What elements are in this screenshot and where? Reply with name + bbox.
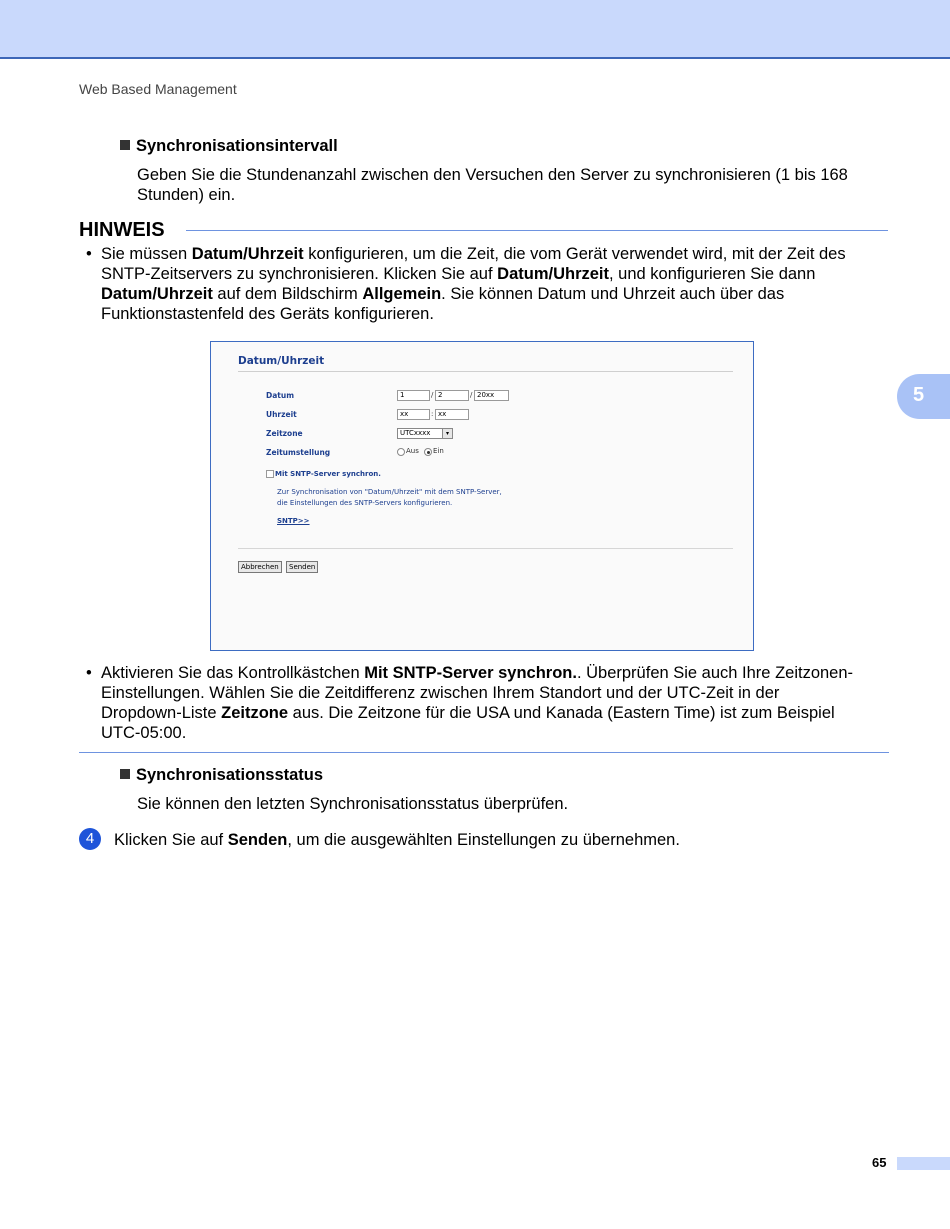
- time-separator: :: [431, 410, 434, 418]
- step-number-icon: 4: [79, 828, 101, 850]
- sntp-link[interactable]: SNTP>>: [277, 517, 310, 525]
- bullet-icon: •: [86, 664, 92, 682]
- sync-status-heading-text: Synchronisationsstatus: [136, 766, 324, 784]
- datum-month-input[interactable]: 2: [435, 390, 469, 401]
- sync-interval-text: [137, 165, 887, 205]
- note-line: Funktionstastenfeld des Geräts konfigurieren.: [101, 305, 434, 323]
- note-line: Dropdown-Liste Zeitzone aus. Die Zeitzone für die USA und Kanada (Eastern Time) ist zum Beispiel: [101, 704, 835, 722]
- sync-interval-text-line: Geben Sie die Stundenanzahl zwischen den Versuchen den Server zu synchronisieren (1 bis 168: [137, 166, 848, 184]
- datetime-screenshot: [210, 341, 754, 651]
- note-title: HINWEIS: [79, 219, 165, 241]
- sync-interval-text-line: Stunden) ein.: [137, 186, 236, 204]
- zeitzone-select[interactable]: [397, 428, 453, 439]
- sync-status-heading: [120, 766, 323, 785]
- submit-button[interactable]: Senden: [286, 561, 318, 573]
- chapter-tab: [897, 374, 950, 419]
- note-line: Aktivieren Sie das Kontrollkästchen Mit SNTP-Server synchron.. Überprüfen Sie auch Ihre Zeitzonen-: [101, 664, 854, 682]
- note-line: SNTP-Zeitservers zu synchronisieren. Klicken Sie auf Datum/Uhrzeit, und konfigurieren Sie dann: [101, 265, 816, 283]
- note-line: Datum/Uhrzeit auf dem Bildschirm Allgemein. Sie können Datum und Uhrzeit auch über das: [101, 285, 785, 303]
- sntp-note-line: die Einstellungen des SNTP-Servers konfigurieren.: [277, 499, 453, 507]
- note-line: Einstellungen. Wählen Sie die Zeitdifferenz zwischen Ihrem Standort und der UTC-Zeit in der: [101, 684, 780, 702]
- cancel-button[interactable]: Abbrechen: [238, 561, 282, 573]
- radio-ein[interactable]: [424, 448, 432, 456]
- minute-input[interactable]: xx: [435, 409, 469, 420]
- sntp-note-line: Zur Synchronisation von "Datum/Uhrzeit" mit dem SNTP-Server,: [277, 488, 502, 496]
- page-number: 65: [872, 1155, 887, 1170]
- sntp-checkbox[interactable]: [266, 470, 274, 478]
- datum-day-input[interactable]: 1: [397, 390, 430, 401]
- sync-interval-heading-text: Synchronisationsintervall: [136, 137, 338, 155]
- square-bullet-icon: [120, 769, 130, 779]
- screenshot-title: Datum/Uhrzeit: [238, 355, 325, 367]
- radio-ein-label: Ein: [433, 447, 444, 455]
- sync-interval-heading: [120, 137, 338, 156]
- chapter-number: 5: [913, 384, 925, 406]
- note-bullet-2: [101, 663, 891, 743]
- date-separator: /: [470, 391, 473, 399]
- datum-label: Datum: [266, 391, 295, 400]
- footer-bar: [897, 1157, 950, 1170]
- chevron-down-icon[interactable]: ▾: [442, 429, 452, 438]
- note-end-rule: [79, 752, 889, 753]
- hour-input[interactable]: xx: [397, 409, 430, 420]
- datum-year-input[interactable]: 20xx: [474, 390, 509, 401]
- sntp-checkbox-label: Mit SNTP-Server synchron.: [275, 470, 381, 478]
- bullet-icon: •: [86, 245, 92, 263]
- date-separator: /: [431, 391, 434, 399]
- screenshot-divider: [238, 548, 733, 549]
- sync-status-text: Sie können den letzten Synchronisationsstatus überprüfen.: [137, 795, 569, 813]
- note-rule: [186, 230, 888, 231]
- square-bullet-icon: [120, 140, 130, 150]
- screenshot-title-rule: [238, 371, 733, 372]
- note-bullet-1: [101, 244, 891, 324]
- running-head: Web Based Management: [79, 81, 237, 97]
- uhrzeit-label: Uhrzeit: [266, 410, 297, 419]
- header-bar: [0, 0, 950, 59]
- note-line: UTC-05:00.: [101, 724, 187, 742]
- zeitumstellung-label: Zeitumstellung: [266, 448, 331, 457]
- radio-aus[interactable]: [397, 448, 405, 456]
- step-4-text: Klicken Sie auf Senden, um die ausgewählten Einstellungen zu übernehmen.: [114, 831, 680, 849]
- radio-aus-label: Aus: [406, 447, 419, 455]
- note-line: Sie müssen Datum/Uhrzeit konfigurieren, um die Zeit, die vom Gerät verwendet wird, mit der Zeit des: [101, 245, 846, 263]
- zeitzone-label: Zeitzone: [266, 429, 303, 438]
- zeitzone-value: UTCxxxx: [400, 429, 431, 437]
